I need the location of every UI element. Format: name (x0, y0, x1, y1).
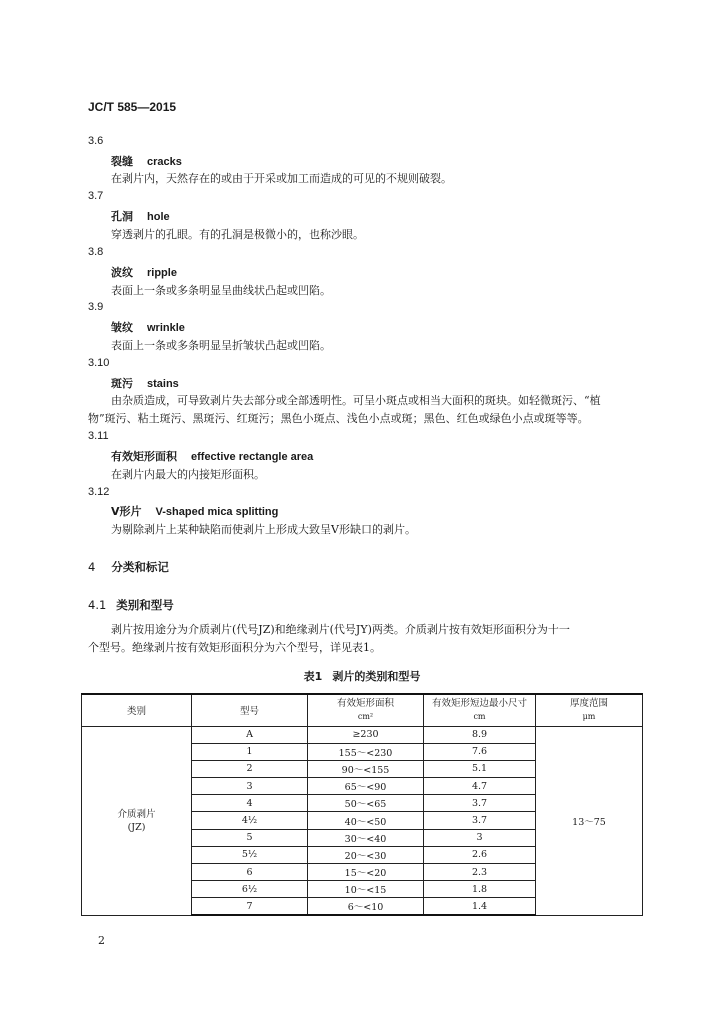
model-cell: 4 (192, 795, 308, 812)
min-edge-cell: 2.6 (424, 846, 536, 863)
min-edge-cell: 4.7 (424, 778, 536, 795)
term-number: 3.11 (88, 430, 109, 442)
header-min-edge-label: 有效矩形短边最小尺寸 (431, 698, 527, 710)
term-title (111, 153, 182, 169)
body-paragraph-line: 剥片按用途分为介质剥片(代号JZ)和绝缘剥片(代号JY)两类。介质剥片按有效矩形面积分为十一 (111, 623, 570, 636)
subsection-title: 类别和型号 (116, 598, 174, 612)
area-cell: 155～<230 (308, 743, 424, 760)
page-number: 2 (98, 934, 105, 947)
header-thickness (536, 694, 643, 726)
model-cell: 2 (192, 760, 308, 777)
term-en: effective rectangle area (191, 451, 314, 463)
category-name: 介质剥片 (117, 808, 156, 820)
header-model: 型号 (192, 694, 308, 726)
term-number: 3.6 (88, 135, 104, 147)
term-zh: 斑污 (111, 377, 133, 390)
term-number: 3.9 (88, 301, 104, 313)
area-cell: 20～<30 (308, 846, 424, 863)
model-cell: 5 (192, 829, 308, 846)
category-cell (82, 726, 192, 915)
term-en: hole (147, 211, 170, 223)
term-title (111, 208, 170, 224)
area-cell: 15～<20 (308, 864, 424, 881)
model-cell: 1 (192, 743, 308, 760)
term-zh: 波纹 (111, 266, 133, 279)
term-en: ripple (147, 267, 177, 279)
term-title (111, 264, 177, 280)
term-en: cracks (147, 156, 182, 168)
section-number: 4 (88, 560, 96, 574)
header-thickness-unit: μm (582, 712, 596, 722)
section-heading (88, 559, 169, 575)
subsection-heading (88, 597, 174, 613)
area-cell: 10～<15 (308, 881, 424, 898)
min-edge-cell: 2.3 (424, 864, 536, 881)
term-en: stains (147, 378, 179, 390)
term-definition: 在剥片内最大的内接矩形面积。 (111, 468, 265, 481)
min-edge-cell: 8.9 (424, 726, 536, 743)
term-definition: 在剥片内，天然存在的或由于开采或加工而造成的可见的不规则破裂。 (111, 172, 452, 185)
header-thickness-label: 厚度范围 (569, 698, 608, 710)
header-min-edge (424, 694, 536, 726)
term-title (111, 319, 185, 335)
term-number: 3.7 (88, 190, 104, 202)
min-edge-cell: 3.7 (424, 812, 536, 829)
classification-table (81, 693, 643, 916)
min-edge-cell: 1.8 (424, 881, 536, 898)
header-area-unit: cm² (357, 712, 374, 722)
area-cell: ≥230 (308, 726, 424, 743)
term-number: 3.12 (88, 486, 110, 498)
min-edge-cell: 5.1 (424, 760, 536, 777)
header-category: 类别 (82, 694, 192, 726)
category-code: (JZ) (127, 821, 146, 833)
area-cell: 6～<10 (308, 898, 424, 915)
table-caption (0, 668, 724, 684)
term-zh: V形片 (111, 505, 142, 518)
min-edge-cell: 7.6 (424, 743, 536, 760)
min-edge-cell: 3 (424, 829, 536, 846)
term-zh: 孔洞 (111, 210, 133, 223)
area-cell: 40～<50 (308, 812, 424, 829)
term-definition-line: 由杂质造成，可导致剥片失去部分或全部透明性。可呈小斑点或相当大面积的斑块。如轻微斑污、“植 (111, 394, 601, 407)
term-title (111, 503, 278, 519)
model-cell: 6 (192, 864, 308, 881)
min-edge-cell: 1.4 (424, 898, 536, 915)
table-row (82, 726, 643, 743)
area-cell: 90～<155 (308, 760, 424, 777)
doc-code-header: JC/T 585—2015 (88, 100, 177, 114)
term-title (111, 375, 179, 391)
subsection-number: 4.1 (88, 598, 107, 612)
thickness-cell: 13～75 (536, 726, 643, 915)
model-cell: A (192, 726, 308, 743)
term-definition: 表面上一条或多条明显呈曲线状凸起或凹陷。 (111, 284, 331, 297)
term-zh: 裂缝 (111, 155, 133, 168)
area-cell: 65～<90 (308, 778, 424, 795)
table-caption-title: 剥片的类别和型号 (332, 670, 421, 683)
term-definition: 穿透剥片的孔眼。有的孔洞是极微小的，也称沙眼。 (111, 228, 364, 241)
term-zh: 皱纹 (111, 321, 133, 334)
area-cell: 50～<65 (308, 795, 424, 812)
model-cell: 6½ (192, 881, 308, 898)
term-en: wrinkle (147, 322, 185, 334)
term-definition: 为剔除剥片上某种缺陷而使剥片上形成大致呈V形缺口的剥片。 (111, 523, 416, 536)
term-zh: 有效矩形面积 (111, 450, 177, 463)
model-cell: 5½ (192, 846, 308, 863)
model-cell: 7 (192, 898, 308, 915)
section-title: 分类和标记 (111, 560, 169, 574)
header-area-label: 有效矩形面积 (336, 698, 394, 710)
min-edge-cell: 3.7 (424, 795, 536, 812)
header-min-edge-unit: cm (473, 712, 486, 722)
table-caption-label: 表1 (303, 670, 323, 683)
model-cell: 4½ (192, 812, 308, 829)
term-number: 3.10 (88, 357, 110, 369)
model-cell: 3 (192, 778, 308, 795)
body-paragraph-line: 个型号。绝缘剥片按有效矩形面积分为六个型号，详见表1。 (88, 641, 381, 654)
table-header-row (82, 694, 643, 726)
term-definition-line: 物”斑污、粘土斑污、黑斑污、红斑污；黑色小斑点、浅色小点或斑；黑色、红色或绿色小点或斑等等。 (88, 412, 589, 425)
term-title (111, 448, 313, 464)
area-cell: 30～<40 (308, 829, 424, 846)
term-number: 3.8 (88, 246, 104, 258)
term-en: V-shaped mica splitting (155, 506, 279, 518)
header-area (308, 694, 424, 726)
term-definition: 表面上一条或多条明显呈折皱状凸起或凹陷。 (111, 339, 331, 352)
